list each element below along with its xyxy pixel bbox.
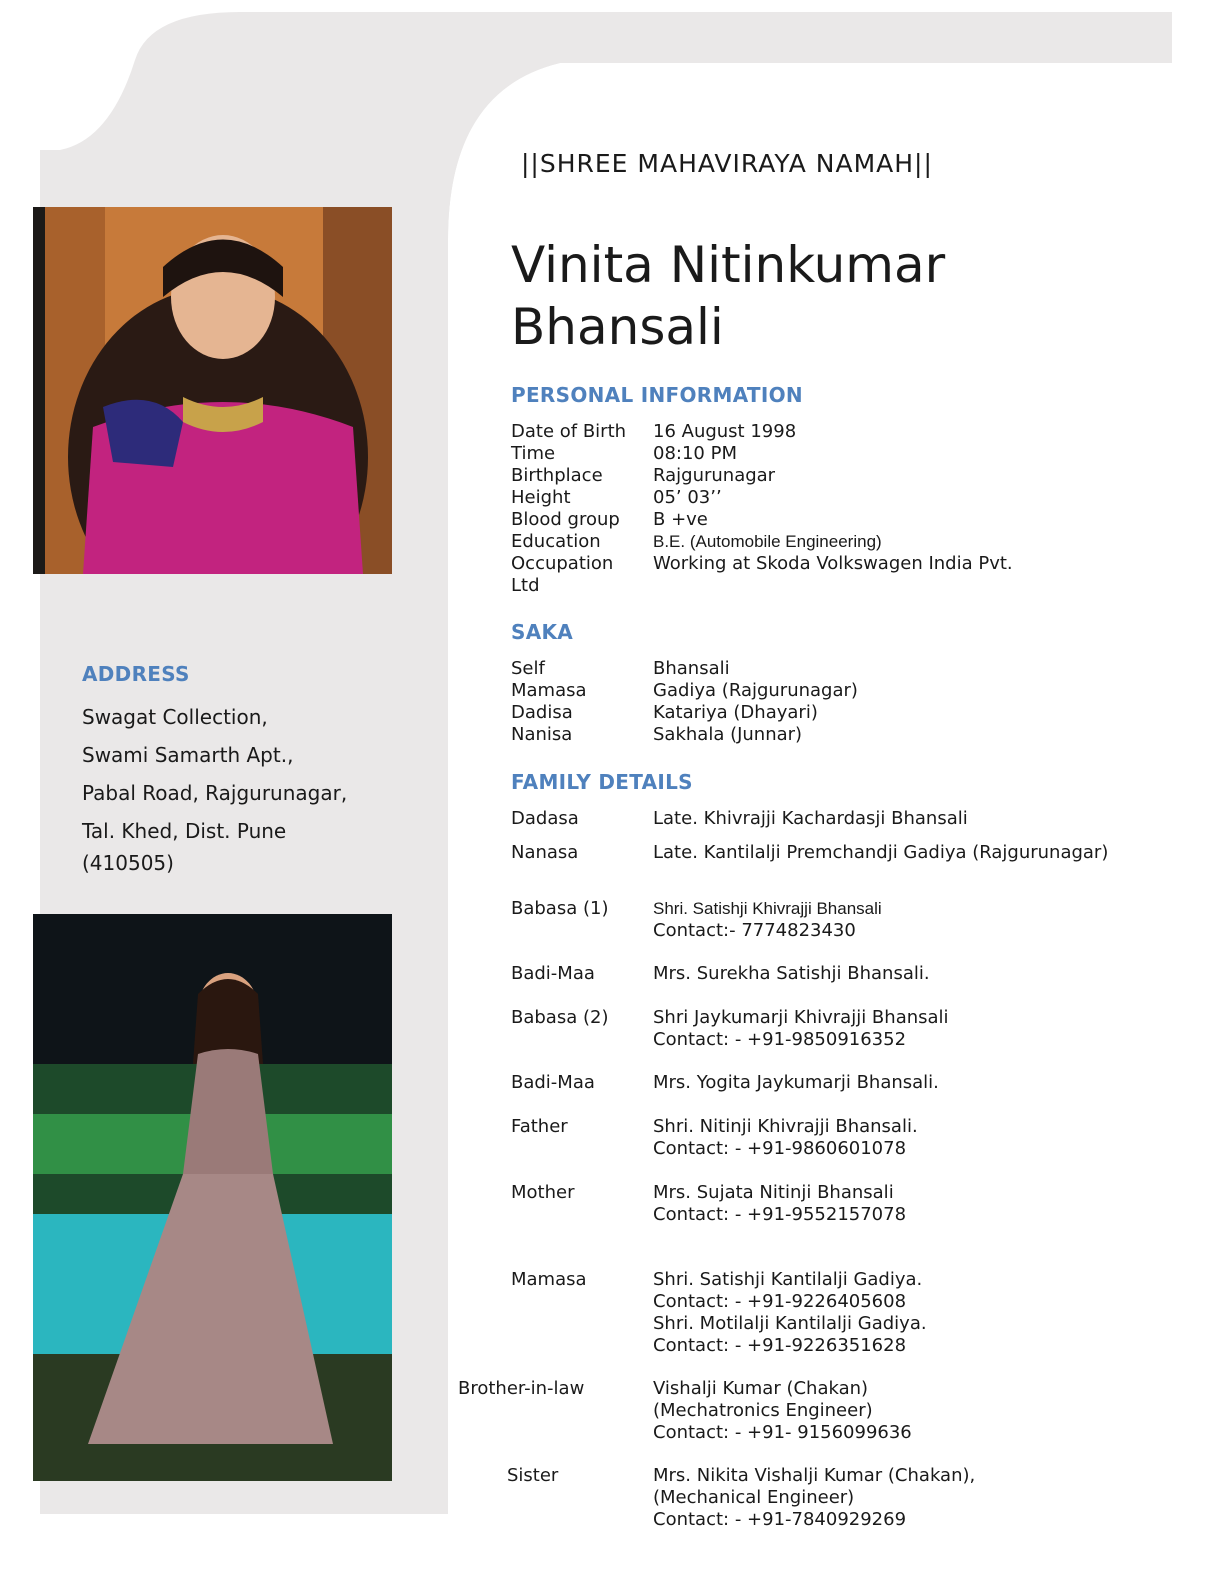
family-contact: Contact: - +91- 9156099636 — [653, 1422, 912, 1443]
family-row — [511, 1072, 939, 1094]
family-value: Shri. Motilalji Kantilalji Gadiya. — [653, 1313, 927, 1334]
family-label: Babasa (2) — [511, 1007, 609, 1028]
family-row — [507, 1465, 975, 1531]
saka-value: Bhansali — [653, 658, 730, 679]
family-contact: Contact:- 7774823430 — [653, 920, 856, 941]
saka-row — [511, 724, 1171, 746]
family-contact: Contact: - +91-7840929269 — [653, 1509, 907, 1530]
family-value: Mrs. Nikita Vishalji Kumar (Chakan), — [653, 1465, 976, 1486]
info-label: Birthplace — [511, 465, 603, 486]
saka-row — [511, 702, 1171, 724]
family-label: Mamasa — [511, 1269, 587, 1290]
saka-label: Self — [511, 658, 545, 679]
address-line: Tal. Khed, Dist. Pune — [82, 819, 287, 843]
info-value: 16 August 1998 — [653, 421, 797, 442]
family-row — [458, 1378, 912, 1444]
saka-value: Gadiya (Rajgurunagar) — [653, 680, 858, 701]
saka-label: Dadisa — [511, 702, 573, 723]
address-heading: ADDRESS — [82, 662, 190, 686]
info-label: Time — [511, 443, 556, 464]
family-value: Mrs. Sujata Nitinji Bhansali — [653, 1182, 894, 1203]
address-line: Pabal Road, Rajgurunagar, — [82, 781, 348, 805]
saka-heading: SAKA — [511, 620, 574, 644]
info-value: Working at Skoda Volkswagen India Pvt. — [653, 553, 1013, 574]
family-contact: Contact: - +91-9226405608 — [653, 1291, 907, 1312]
address-line: (410505) — [82, 851, 174, 875]
family-section — [511, 770, 1171, 808]
info-row — [511, 465, 1171, 487]
family-contact: Contact: - +91-9226351628 — [653, 1335, 907, 1356]
family-value: Shri. Nitinji Khivrajji Bhansali. — [653, 1116, 918, 1137]
family-label: Mother — [511, 1182, 575, 1203]
family-row — [511, 1007, 949, 1051]
family-row — [511, 963, 930, 985]
family-contact: Contact: - +91-9850916352 — [653, 1029, 907, 1050]
saka-row — [511, 658, 1171, 680]
info-value: 08:10 PM — [653, 443, 737, 464]
info-value: B.E. (Automobile Engineering) — [653, 532, 882, 551]
info-label: Education — [511, 531, 601, 552]
personal-info-heading: PERSONAL INFORMATION — [511, 383, 803, 407]
saka-section — [511, 620, 1171, 746]
family-label: Brother-in-law — [458, 1378, 585, 1399]
info-value: 05’ 03’’ — [653, 487, 722, 508]
info-row — [511, 487, 1171, 509]
family-contact: Contact: - +91-9552157078 — [653, 1204, 907, 1225]
info-label: Height — [511, 487, 571, 508]
family-row — [511, 1269, 927, 1357]
family-row — [511, 1182, 906, 1226]
family-value: Late. Kantilalji Premchandji Gadiya (Rajgurunagar) — [653, 842, 1109, 863]
saka-label: Mamasa — [511, 680, 587, 701]
info-label: Occupation — [511, 553, 614, 574]
family-label: Nanasa — [511, 842, 579, 863]
info-label: Blood group — [511, 509, 620, 530]
family-value: Shri. Satishji Khivrajji Bhansali — [653, 899, 882, 918]
person-name — [511, 234, 1111, 358]
portrait-photo — [33, 207, 392, 574]
full-length-photo — [33, 914, 392, 1481]
family-value: (Mechatronics Engineer) — [653, 1400, 873, 1421]
info-row — [511, 421, 1171, 443]
info-row — [511, 443, 1171, 465]
family-row — [511, 808, 968, 830]
family-row — [511, 898, 882, 942]
saka-value: Katariya (Dhayari) — [653, 702, 818, 723]
family-row — [511, 1116, 918, 1160]
info-label: Date of Birth — [511, 421, 627, 442]
family-contact: Contact: - +91-9860601078 — [653, 1138, 907, 1159]
family-value: Late. Khivrajji Kachardasji Bhansali — [653, 808, 968, 829]
family-value: Mrs. Yogita Jaykumarji Bhansali. — [653, 1072, 939, 1093]
occupation-wrap: Ltd — [511, 575, 540, 596]
family-value: Vishalji Kumar (Chakan) — [653, 1378, 869, 1399]
personal-info-section — [511, 383, 1171, 597]
family-label: Babasa (1) — [511, 898, 609, 919]
page-motto: ||SHREE MAHAVIRAYA NAMAH|| — [521, 149, 933, 178]
family-label: Badi-Maa — [511, 1072, 595, 1093]
address-line: Swami Samarth Apt., — [82, 743, 294, 767]
name-line: Vinita Nitinkumar — [511, 236, 946, 294]
family-row — [511, 842, 1108, 864]
address-section — [82, 662, 422, 876]
family-value: (Mechanical Engineer) — [653, 1487, 855, 1508]
saka-value: Sakhala (Junnar) — [653, 724, 803, 745]
info-row — [511, 509, 1171, 531]
info-row — [511, 553, 1171, 575]
name-line: Bhansali — [511, 298, 724, 356]
info-value: Rajgurunagar — [653, 465, 776, 486]
family-label: Badi-Maa — [511, 963, 595, 984]
family-value: Shri Jaykumarji Khivrajji Bhansali — [653, 1007, 949, 1028]
saka-label: Nanisa — [511, 724, 573, 745]
info-row — [511, 531, 1171, 553]
family-label: Father — [511, 1116, 568, 1137]
family-value: Mrs. Surekha Satishji Bhansali. — [653, 963, 930, 984]
family-value: Shri. Satishji Kantilalji Gadiya. — [653, 1269, 923, 1290]
family-label: Sister — [507, 1465, 559, 1486]
family-label: Dadasa — [511, 808, 579, 829]
family-heading: FAMILY DETAILS — [511, 770, 693, 794]
saka-row — [511, 680, 1171, 702]
address-line: Swagat Collection, — [82, 705, 268, 729]
info-value: B +ve — [653, 509, 708, 530]
